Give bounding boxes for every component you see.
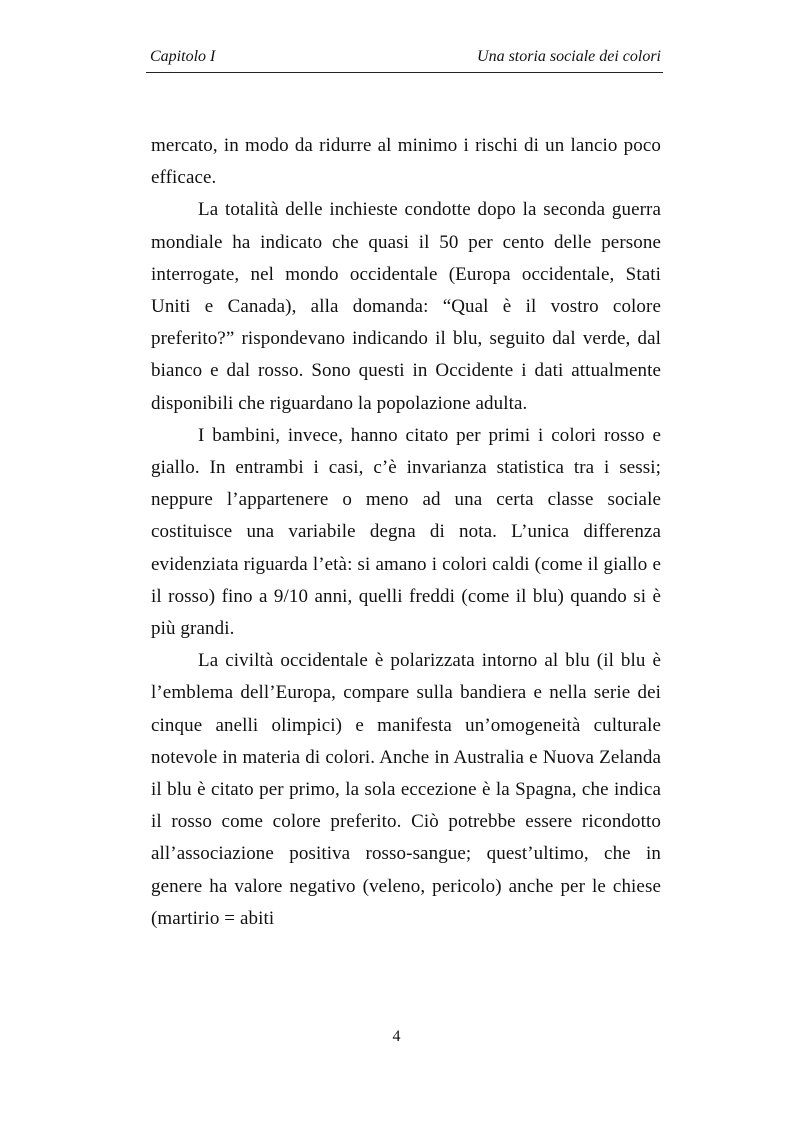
paragraph-western-civilization: La civiltà occidentale è polarizzata intorno al blu (il blu è l’emblema dell’Europa, compare sulla bandiera e nella serie dei cinque anelli olimpici) e manifesta un’omogeneità culturale notevole in materia di colori. Anche in Australia e Nuova Zelanda il blu è citato per primo, la sola eccezione è la Spagna, che indica il rosso come colore preferito. Ciò potrebbe essere ricondotto all’associazione positiva rosso-sangue; quest’ultimo, che in genere ha valore negativo (veleno, pericolo) anche per le chiese (martirio = abiti — [151, 650, 661, 929]
header-title: Una storia sociale dei colori — [477, 48, 661, 65]
paragraph-survey: La totalità delle inchieste condotte dopo la seconda guerra mondiale ha indicato che quasi il 50 per cento delle persone interrogate, nel mondo occidentale (Europa occidentale, Stati Uniti e Canada), alla domanda: “Qual è il vostro colore preferito?” rispondevano indicando il blu, seguito dal verde, dal bianco e dal rosso. Sono questi in Occidente i dati attualmente disponibili che riguardano la popolazione adulta. — [151, 199, 661, 414]
running-header — [150, 47, 661, 71]
paragraph-continuation: mercato, in modo da ridurre al minimo i rischi di un lancio poco efficace. — [151, 135, 661, 189]
paragraph-children: I bambini, invece, hanno citato per primi i colori rosso e giallo. In entrambi i casi, c’è invarianza statistica tra i sessi; neppure l’appartenere o meno ad una certa classe sociale costituisce una variabile degna di nota. L’unica differenza evidenziata riguarda l’età: si amano i colori caldi (come il giallo e il rosso) fino a 9/10 anni, quelli freddi (come il blu) quando si è più grandi. — [151, 424, 661, 640]
header-chapter: Capitolo I — [150, 48, 216, 65]
page-number: 4 — [392, 1028, 401, 1045]
header-rule — [146, 72, 663, 73]
body-text — [151, 130, 661, 935]
